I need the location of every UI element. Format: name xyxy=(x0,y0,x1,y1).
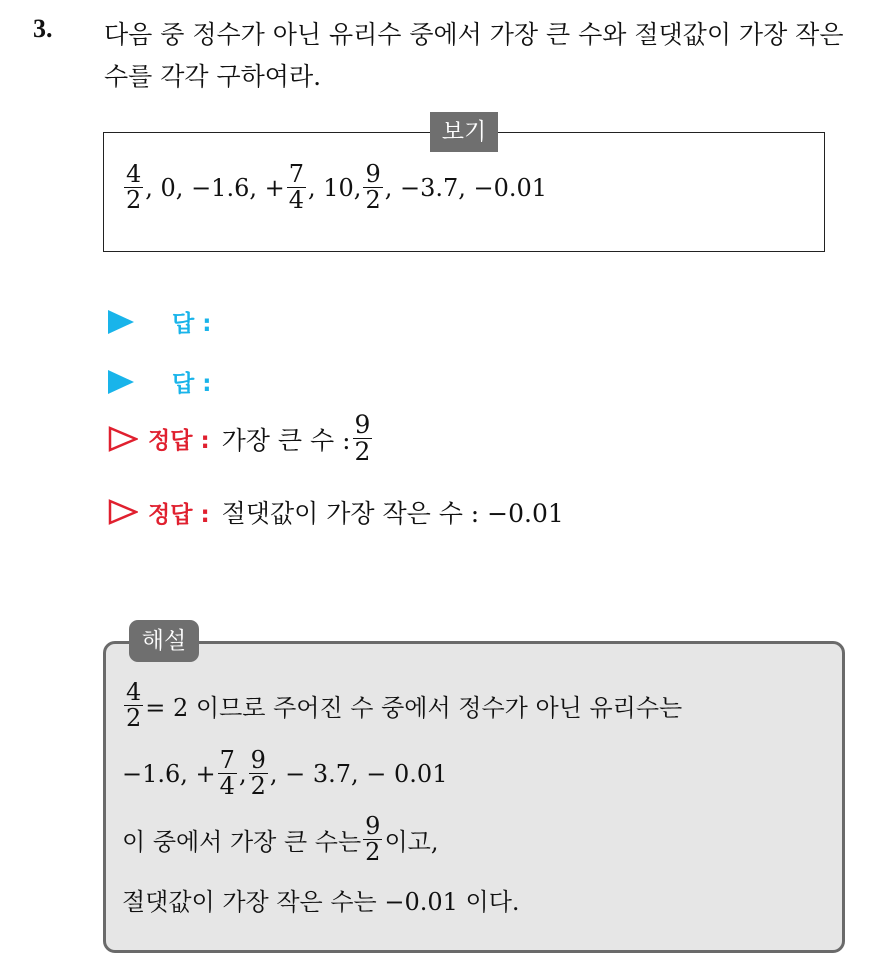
bogi-number-list xyxy=(122,162,547,213)
solution-fraction xyxy=(124,680,143,731)
correct-answer-label: 정답 : xyxy=(148,501,210,528)
solution-label: 해설 xyxy=(129,620,199,662)
correct-answer-text-2: 절댓값이 가장 작은 수 : −0.01 xyxy=(221,499,564,528)
bogi-fraction-3 xyxy=(363,162,382,213)
correct-answer-row-2 xyxy=(108,494,564,530)
bogi-text-1: , 0, −1.6, + xyxy=(145,173,285,202)
correct-answer-row-1 xyxy=(108,412,374,466)
numerator: 7 xyxy=(288,160,304,188)
correct-answer-label: 정답 : xyxy=(148,428,210,455)
play-arrow-icon xyxy=(108,310,134,334)
denominator: 2 xyxy=(354,437,371,467)
answer-blank-row-1 xyxy=(108,305,211,338)
solution-text: 이 중에서 가장 큰 수는 xyxy=(122,828,362,857)
question-number: 3. xyxy=(33,14,53,43)
bogi-fraction-2 xyxy=(287,162,306,213)
solution-text: , − 3.7, − 0.01 xyxy=(269,759,448,788)
question-text xyxy=(104,14,874,98)
denominator: 2 xyxy=(250,772,266,801)
bogi-text-3: , −3.7, −0.01 xyxy=(384,173,548,202)
question-line-1: 다음 중 정수가 아닌 유리수 중에서 가장 큰 수와 절댓값이 가장 작은 xyxy=(104,20,844,49)
outline-arrow-icon xyxy=(108,426,138,452)
solution-fraction xyxy=(363,814,382,865)
solution-text: , xyxy=(238,759,247,788)
solution-fraction xyxy=(218,748,237,799)
numerator: 4 xyxy=(126,678,142,706)
bogi-text-2: , 10, xyxy=(308,173,362,202)
solution-line-2 xyxy=(122,748,447,799)
solution-text: = 2 이므로 주어진 수 중에서 정수가 아닌 유리수는 xyxy=(145,694,683,723)
numerator: 9 xyxy=(250,746,266,774)
solution-line-4: 절댓값이 가장 작은 수는 −0.01 이다. xyxy=(122,888,520,916)
solution-text: −1.6, + xyxy=(122,759,216,788)
denominator: 2 xyxy=(365,838,381,867)
numerator: 4 xyxy=(126,160,142,188)
denominator: 4 xyxy=(219,772,235,801)
bogi-label: 보기 xyxy=(430,112,498,152)
numerator: 9 xyxy=(354,410,371,439)
numerator: 7 xyxy=(219,746,235,774)
denominator: 2 xyxy=(126,704,142,733)
question-line-2: 수를 각각 구하여라. xyxy=(104,62,322,91)
outline-arrow-icon xyxy=(108,499,138,525)
solution-text: 이고, xyxy=(384,828,439,857)
answer-label: 답 : xyxy=(172,371,212,397)
solution-line-1 xyxy=(122,680,682,731)
numerator: 9 xyxy=(365,812,381,840)
denominator: 2 xyxy=(365,186,381,215)
correct-answer-fraction xyxy=(353,412,373,466)
numerator: 9 xyxy=(365,160,381,188)
correct-answer-text-1: 가장 큰 수 : xyxy=(221,425,351,455)
denominator: 2 xyxy=(126,186,142,215)
bogi-fraction-1 xyxy=(124,162,143,213)
denominator: 4 xyxy=(288,186,304,215)
play-arrow-icon xyxy=(108,370,134,394)
answer-label: 답 : xyxy=(172,311,212,337)
answer-blank-row-2 xyxy=(108,365,211,398)
solution-line-3 xyxy=(122,814,438,865)
solution-fraction xyxy=(249,748,268,799)
